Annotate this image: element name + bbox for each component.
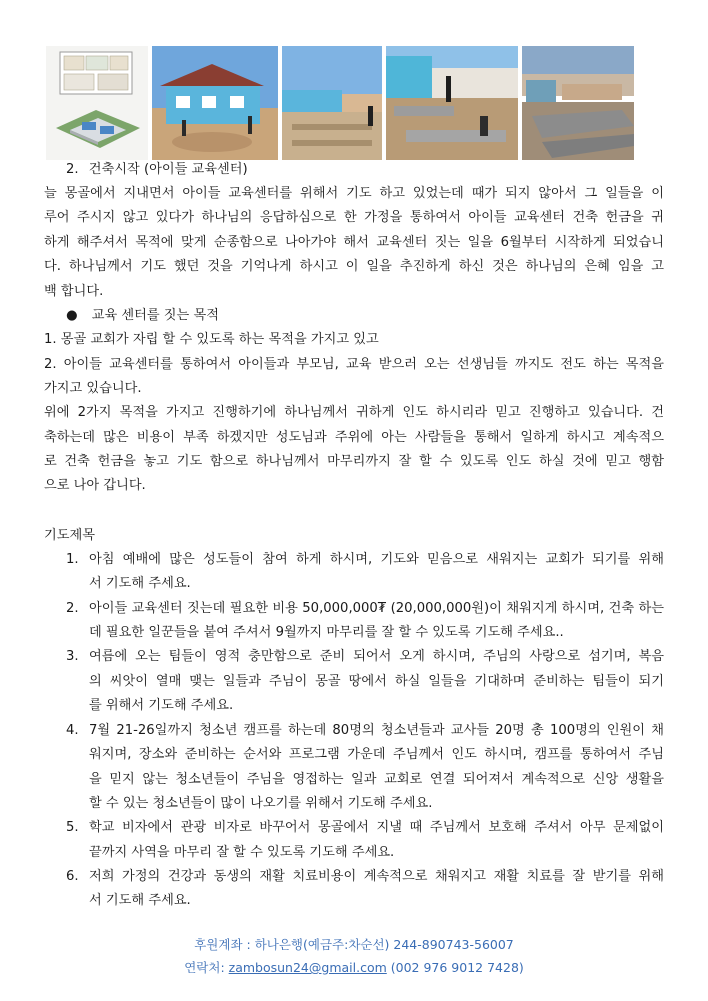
prayer-item-line: 서 기도해 주세요. (89, 893, 191, 908)
contact-info (0, 958, 708, 976)
evening-site-photo (522, 46, 634, 160)
prayer-item-line: 학교 비자에서 관광 비자로 바꾸어서 몽골에서 지낼 때 주님께서 보호해 주셔서 아무 문제없이 (89, 820, 664, 835)
building-plan-image (46, 46, 148, 160)
prayer-item-number: 1. (66, 552, 79, 567)
purpose-paragraph: 축하는데 많은 비용이 부족 하겠지만 성도님과 주위에 아는 사람들을 통해서 일하게 하시고 계속적으 (44, 430, 664, 445)
intro-line: 다. 하나님께서 기도 했던 것을 기억나게 하시고 이 일을 추진하게 하신 것은 하나님의 은혜 임을 고 (44, 259, 664, 274)
construction-site-photo (282, 46, 382, 160)
purpose-item: 가지고 있습니다. (44, 381, 142, 396)
prayer-item-line: 할 수 있는 청소년들이 많이 나오기를 위해서 기도해 주세요. (89, 796, 433, 811)
purpose-bullet (66, 306, 686, 328)
prayer-title: 기도제목 (44, 528, 95, 543)
bullet-dot-icon: ● (66, 308, 78, 323)
prayer-item-line: 여름에 오는 팀들이 영적 충만함으로 준비 되어서 오게 하시며, 주님의 사랑으로 섬기며, 복음 (89, 649, 664, 664)
contact-phone: (002 976 9012 7428) (386, 960, 524, 975)
intro-line: 하게 해주셔서 목적에 맞게 순종함으로 나아가야 해서 교육센터 짓는 일을 6월부터 시작하게 되었습니 (44, 235, 664, 250)
purpose-item: 2. 아이들 교육센터를 통하여서 아이들과 부모님, 교육 받으러 오는 선생님들 까지도 전도 하는 목적을 (44, 357, 664, 372)
purpose-paragraph: 으로 나아 갑니다. (44, 478, 146, 493)
prayer-item-number: 5. (66, 820, 79, 835)
prayer-item-line: 7월 21-26일까지 청소년 캠프를 하는데 80명의 청소년들과 교사들 20명 총 100명의 인원이 채 (89, 723, 664, 738)
prayer-item-number: 3. (66, 649, 79, 664)
prayer-item-number: 2. (66, 601, 79, 616)
purpose-item: 1. 몽골 교회가 자립 할 수 있도록 하는 목적을 가지고 있고 (44, 332, 379, 347)
contact-email-link[interactable]: zambosun24@gmail.com (228, 960, 387, 975)
prayer-item-line: 을 믿지 않는 청소년들이 주님을 영접하는 일과 교회로 연결 되어져서 계속적으로 신앙 생활을 (89, 772, 664, 787)
prayer-item-line: 끝까지 사역을 마무리 잘 할 수 있도록 기도해 주세요. (89, 845, 395, 860)
contact-label: 연락처: (184, 960, 229, 975)
donation-account (0, 935, 708, 953)
purpose-title: 교육 센터를 짓는 목적 (91, 308, 219, 323)
purpose-paragraph: 로 건축 헌금을 놓고 기도 함으로 하나님께서 마무리까지 잘 할 수 있도록 인도 하실 것에 믿고 행함 (44, 454, 664, 469)
intro-line: 루어 주시지 않고 있다가 하나님의 응답하심으로 한 가정을 통하여서 아이들 교육센터 건축 헌금을 귀 (44, 210, 664, 225)
prayer-item-line: 데 필요한 일꾼들을 붙여 주셔서 9월까지 마무리를 잘 할 수 있도록 기도해 주세요.. (89, 625, 564, 640)
prayer-item-number: 4. (66, 723, 79, 738)
foundation-workers-photo (386, 46, 518, 160)
photo-strip (46, 46, 634, 160)
prayer-item-line: 워지며, 장소와 준비하는 순서와 프로그램 가운데 주님께서 인도 하시며, 캠프를 통하여서 주님 (89, 747, 664, 762)
heading-number: 2. (66, 162, 79, 177)
heading-title: 건축시작 (아이들 교육센터) (88, 162, 248, 177)
prayer-item-line: 의 씨앗이 열매 맺는 일들과 주님이 몽골 땅에서 하실 일들을 기대하며 준비하는 팀들이 되기 (89, 674, 664, 689)
intro-line: 늘 몽골에서 지내면서 아이들 교육센터를 위해서 기도 하고 있었는데 때가 되지 않아서 그 일들을 이 (44, 186, 664, 201)
intro-line: 백 합니다. (44, 284, 104, 299)
prayer-item-line: 아이들 교육센터 짓는데 필요한 비용 50,000,000₮ (20,000,000원)이 채워지게 하시며, 건축 하는 (89, 601, 664, 616)
prayer-item-line: 아침 예배에 많은 성도들이 참여 하게 하시며, 기도와 믿음으로 새워지는 교회가 되기를 위해 (89, 552, 664, 567)
blue-building-photo (152, 46, 278, 160)
purpose-paragraph: 위에 2가지 목적을 가지고 진행하기에 하나님께서 귀하게 인도 하시리라 믿고 진행하고 있습니다. 건 (44, 405, 664, 420)
account-value: 하나은행(예금주:차순선) 244-890743-56007 (254, 937, 514, 952)
prayer-item-number: 6. (66, 869, 79, 884)
account-label: 후원계좌 : (194, 937, 255, 952)
prayer-item-line: 를 위해서 기도해 주세요. (89, 698, 234, 713)
section-heading (66, 160, 686, 182)
prayer-item-line: 저희 가정의 건강과 동생의 재활 치료비용이 계속적으로 채워지고 재활 치료를 잘 받기를 위해 (89, 869, 664, 884)
prayer-item-line: 서 기도해 주세요. (89, 576, 191, 591)
